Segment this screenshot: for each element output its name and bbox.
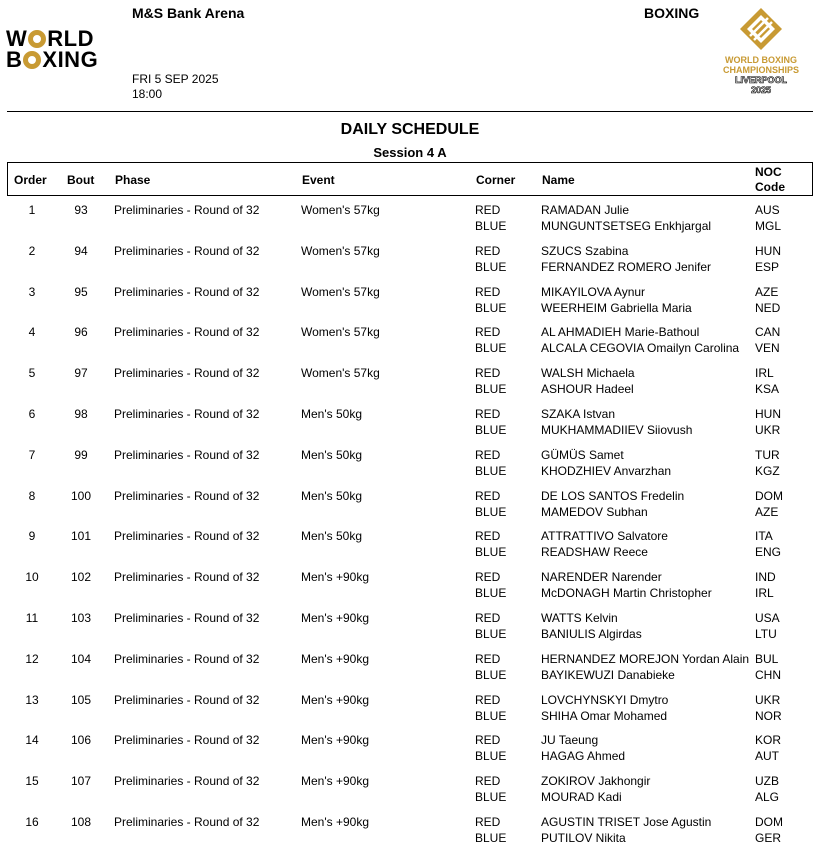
col-event: Event <box>302 173 335 187</box>
row-corner-red: RED <box>475 243 501 258</box>
row-name-red: LOVCHYNSKYI Dmytro <box>541 692 669 707</box>
row-noc-red: CAN <box>755 325 781 340</box>
row-noc-red: USA <box>755 611 780 625</box>
row-name-red: SZAKA Istvan <box>541 407 616 421</box>
row-bout: 100 <box>70 488 92 503</box>
logo-ring-icon <box>23 51 41 69</box>
world-boxing-logo <box>6 28 134 72</box>
table-row <box>0 815 820 855</box>
row-noc-blue: KGZ <box>755 463 780 478</box>
session-datetime <box>132 72 219 102</box>
table-row <box>0 366 820 406</box>
logo-b: B <box>6 47 23 72</box>
row-corner-blue: BLUE <box>475 382 507 397</box>
row-phase: Preliminaries - Round of 32 <box>114 529 260 544</box>
row-noc-red: UKR <box>755 692 781 707</box>
row-noc-red: HUN <box>755 243 781 258</box>
row-noc-blue: AUT <box>755 749 779 764</box>
table-row <box>0 733 820 773</box>
row-name-blue: ASHOUR Hadeel <box>541 382 634 397</box>
champ-line-4: 2025 <box>750 85 772 95</box>
row-phase: Preliminaries - Round of 32 <box>114 325 260 340</box>
row-corner-red: RED <box>475 284 501 299</box>
row-event: Men's 50kg <box>301 447 362 462</box>
row-noc-red: AZE <box>755 284 779 299</box>
row-noc-blue: NED <box>755 300 781 315</box>
row-order: 12 <box>25 651 39 666</box>
row-order: 3 <box>28 284 36 299</box>
row-noc-blue: ALG <box>755 790 780 805</box>
row-noc-red: IRL <box>755 366 774 381</box>
row-order: 8 <box>28 488 36 503</box>
table-row <box>0 570 820 610</box>
row-event: Men's +90kg <box>301 611 369 625</box>
row-name-red: RAMADAN Julie <box>541 203 630 217</box>
table-row <box>0 448 820 488</box>
row-event: Men's +90kg <box>301 733 369 748</box>
row-order: 4 <box>28 325 36 340</box>
row-event: Men's 50kg <box>301 529 362 544</box>
table-header <box>7 162 813 196</box>
champ-line-3: LIVERPOOL <box>734 75 787 85</box>
row-corner-red: RED <box>475 407 501 421</box>
table-row <box>0 244 820 284</box>
row-noc-red: DOM <box>755 815 783 829</box>
row-bout: 95 <box>74 284 88 299</box>
row-bout: 97 <box>74 366 88 381</box>
diamond-emblem-icon <box>738 6 784 52</box>
row-phase: Preliminaries - Round of 32 <box>114 203 260 217</box>
row-corner-red: RED <box>475 325 501 340</box>
row-name-red: DE LOS SANTOS Fredelin <box>541 488 685 503</box>
row-noc-blue: VEN <box>755 341 780 356</box>
page-header <box>0 0 820 112</box>
row-name-blue: MOURAD Kadi <box>541 790 622 805</box>
row-phase: Preliminaries - Round of 32 <box>114 651 260 666</box>
row-phase: Preliminaries - Round of 32 <box>114 243 260 258</box>
row-phase: Preliminaries - Round of 32 <box>114 570 260 585</box>
row-name-blue: MAMEDOV Subhan <box>541 504 648 519</box>
row-corner-blue: BLUE <box>475 219 507 233</box>
row-event: Women's 57kg <box>301 284 380 299</box>
row-event: Women's 57kg <box>301 243 380 258</box>
row-noc-blue: ESP <box>755 259 780 274</box>
row-order: 7 <box>28 447 36 462</box>
row-name-red: WATTS Kelvin <box>541 611 618 625</box>
row-name-red: MIKAYILOVA Aynur <box>541 284 646 299</box>
row-corner-blue: BLUE <box>475 300 507 315</box>
row-phase: Preliminaries - Round of 32 <box>114 488 260 503</box>
row-corner-red: RED <box>475 529 501 544</box>
row-phase: Preliminaries - Round of 32 <box>114 774 260 789</box>
row-noc-blue: AZE <box>755 504 779 519</box>
row-name-blue: BANIULIS Algirdas <box>541 627 642 641</box>
page-title: DAILY SCHEDULE <box>340 121 480 138</box>
row-name-red: SZUCS Szabina <box>541 243 629 258</box>
row-noc-red: DOM <box>755 488 783 503</box>
row-corner-blue: BLUE <box>475 749 507 764</box>
row-order: 9 <box>28 529 36 544</box>
row-bout: 94 <box>74 243 88 258</box>
row-phase: Preliminaries - Round of 32 <box>114 366 260 381</box>
row-bout: 103 <box>70 611 92 625</box>
row-bout: 101 <box>70 529 92 544</box>
session-time: 18:00 <box>132 87 163 101</box>
row-corner-red: RED <box>475 651 501 666</box>
row-name-blue: READSHAW Reece <box>541 545 648 560</box>
row-name-red: ZOKIROV Jakhongir <box>541 774 651 789</box>
row-event: Men's 50kg <box>301 488 362 503</box>
row-order: 10 <box>25 570 39 585</box>
row-name-red: NARENDER Narender <box>541 570 662 585</box>
row-noc-blue: LTU <box>755 627 777 641</box>
row-corner-blue: BLUE <box>475 708 507 723</box>
row-corner-blue: BLUE <box>475 790 507 805</box>
row-bout: 106 <box>70 733 92 748</box>
row-name-blue: BAYIKEWUZI Danabieke <box>541 667 675 682</box>
col-phase: Phase <box>115 173 151 187</box>
row-bout: 104 <box>70 651 92 666</box>
row-name-blue: SHIHA Omar Mohamed <box>541 708 668 723</box>
table-row <box>0 529 820 569</box>
row-noc-blue: CHN <box>755 667 781 682</box>
row-event: Men's +90kg <box>301 774 369 789</box>
logo-ring-icon <box>28 30 46 48</box>
row-corner-red: RED <box>475 692 501 707</box>
table-row <box>0 611 820 651</box>
row-corner-blue: BLUE <box>475 259 507 274</box>
champ-line-2: CHAMPIONSHIPS <box>722 65 799 75</box>
row-corner-blue: BLUE <box>475 463 507 478</box>
logo-rld: RLD <box>47 26 94 51</box>
row-corner-blue: BLUE <box>475 831 507 845</box>
row-noc-blue: UKR <box>755 423 781 437</box>
row-corner-red: RED <box>475 611 501 625</box>
row-name-blue: ALCALA CEGOVIA Omailyn Carolina <box>541 341 740 356</box>
row-bout: 105 <box>70 692 92 707</box>
col-corner: Corner <box>476 173 516 187</box>
header-divider <box>7 111 813 112</box>
row-name-blue: McDONAGH Martin Christopher <box>541 586 712 601</box>
row-corner-red: RED <box>475 366 501 381</box>
row-order: 13 <box>25 692 39 707</box>
row-phase: Preliminaries - Round of 32 <box>114 407 260 421</box>
row-event: Women's 57kg <box>301 325 380 340</box>
venue-name: M&S Bank Arena <box>132 5 245 21</box>
row-event: Women's 57kg <box>301 366 380 381</box>
row-name-blue: MUKHAMMADIIEV Siiovush <box>541 423 693 437</box>
row-noc-red: KOR <box>755 733 782 748</box>
row-bout: 102 <box>70 570 92 585</box>
logo-w: W <box>6 26 28 51</box>
row-bout: 96 <box>74 325 88 340</box>
row-name-red: WALSH Michaela <box>541 366 635 381</box>
row-name-red: JU Taeung <box>541 733 599 748</box>
row-noc-blue: IRL <box>755 586 774 601</box>
table-row <box>0 325 820 365</box>
row-noc-blue: GER <box>755 831 782 845</box>
row-corner-blue: BLUE <box>475 667 507 682</box>
row-name-red: AL AHMADIEH Marie-Bathoul <box>541 325 700 340</box>
row-name-blue: WEERHEIM Gabriella Maria <box>541 300 692 315</box>
row-order: 14 <box>25 733 39 748</box>
row-name-red: GÜMÜS Samet <box>541 447 624 462</box>
row-noc-blue: KSA <box>755 382 780 397</box>
row-corner-red: RED <box>475 203 501 217</box>
row-noc-blue: NOR <box>755 708 782 723</box>
session-subtitle: Session 4 A <box>373 145 447 160</box>
row-bout: 107 <box>70 774 92 789</box>
row-corner-blue: BLUE <box>475 504 507 519</box>
logo-xing: XING <box>42 47 99 72</box>
row-name-blue: KHODZHIEV Anvarzhan <box>541 463 672 478</box>
row-bout: 93 <box>74 203 88 217</box>
row-phase: Preliminaries - Round of 32 <box>114 815 260 829</box>
row-order: 15 <box>25 774 39 789</box>
row-corner-red: RED <box>475 488 501 503</box>
row-noc-red: AUS <box>755 203 780 217</box>
row-phase: Preliminaries - Round of 32 <box>114 447 260 462</box>
row-noc-blue: ENG <box>755 545 782 560</box>
row-bout: 99 <box>74 447 88 462</box>
col-code: Code <box>755 180 785 194</box>
row-phase: Preliminaries - Round of 32 <box>114 611 260 625</box>
row-noc-red: TUR <box>755 447 780 462</box>
row-name-blue: FERNANDEZ ROMERO Jenifer <box>541 259 712 274</box>
champ-line-1: WORLD BOXING <box>725 55 797 65</box>
row-bout: 98 <box>74 407 88 421</box>
row-phase: Preliminaries - Round of 32 <box>114 692 260 707</box>
row-corner-red: RED <box>475 774 501 789</box>
sport-name: BOXING <box>644 5 700 21</box>
row-bout: 108 <box>70 815 92 829</box>
row-noc-blue: MGL <box>755 219 782 233</box>
row-name-red: AGUSTIN TRISET Jose Agustin <box>541 815 712 829</box>
row-noc-red: BUL <box>755 651 779 666</box>
row-corner-red: RED <box>475 447 501 462</box>
row-corner-blue: BLUE <box>475 341 507 356</box>
row-event: Men's +90kg <box>301 815 369 829</box>
row-corner-blue: BLUE <box>475 586 507 601</box>
col-noc: NOC <box>755 165 782 179</box>
row-name-blue: HAGAG Ahmed <box>541 749 626 764</box>
championships-logo <box>715 6 807 102</box>
table-row <box>0 652 820 692</box>
col-order: Order <box>14 173 47 187</box>
table-row <box>0 407 820 447</box>
row-noc-red: UZB <box>755 774 779 789</box>
table-row <box>0 203 820 243</box>
row-event: Women's 57kg <box>301 203 380 217</box>
table-row <box>0 693 820 733</box>
row-name-blue: PUTILOV Nikita <box>541 831 626 845</box>
row-corner-blue: BLUE <box>475 627 507 641</box>
row-noc-red: IND <box>755 570 776 585</box>
table-row <box>0 285 820 325</box>
row-order: 11 <box>25 611 39 625</box>
row-noc-red: HUN <box>755 407 781 421</box>
row-event: Men's +90kg <box>301 570 369 585</box>
row-corner-red: RED <box>475 570 501 585</box>
row-noc-red: ITA <box>755 529 773 544</box>
row-order: 5 <box>28 366 36 381</box>
table-row <box>0 774 820 814</box>
row-corner-blue: BLUE <box>475 545 507 560</box>
row-order: 2 <box>28 243 36 258</box>
table-row <box>0 489 820 529</box>
row-phase: Preliminaries - Round of 32 <box>114 284 260 299</box>
row-event: Men's +90kg <box>301 651 369 666</box>
row-event: Men's 50kg <box>301 407 362 421</box>
session-date: FRI 5 SEP 2025 <box>132 72 219 86</box>
row-event: Men's +90kg <box>301 692 369 707</box>
row-corner-red: RED <box>475 815 501 829</box>
row-order: 1 <box>28 203 36 217</box>
col-bout: Bout <box>67 173 95 187</box>
row-name-red: HERNANDEZ MOREJON Yordan Alain <box>541 651 750 666</box>
row-name-blue: MUNGUNTSETSEG Enkhjargal <box>541 219 712 233</box>
row-corner-red: RED <box>475 733 501 748</box>
row-corner-blue: BLUE <box>475 423 507 437</box>
row-name-red: ATTRATTIVO Salvatore <box>541 529 668 544</box>
row-order: 6 <box>28 407 36 421</box>
row-phase: Preliminaries - Round of 32 <box>114 733 260 748</box>
col-name: Name <box>542 173 575 187</box>
row-order: 16 <box>25 815 39 829</box>
